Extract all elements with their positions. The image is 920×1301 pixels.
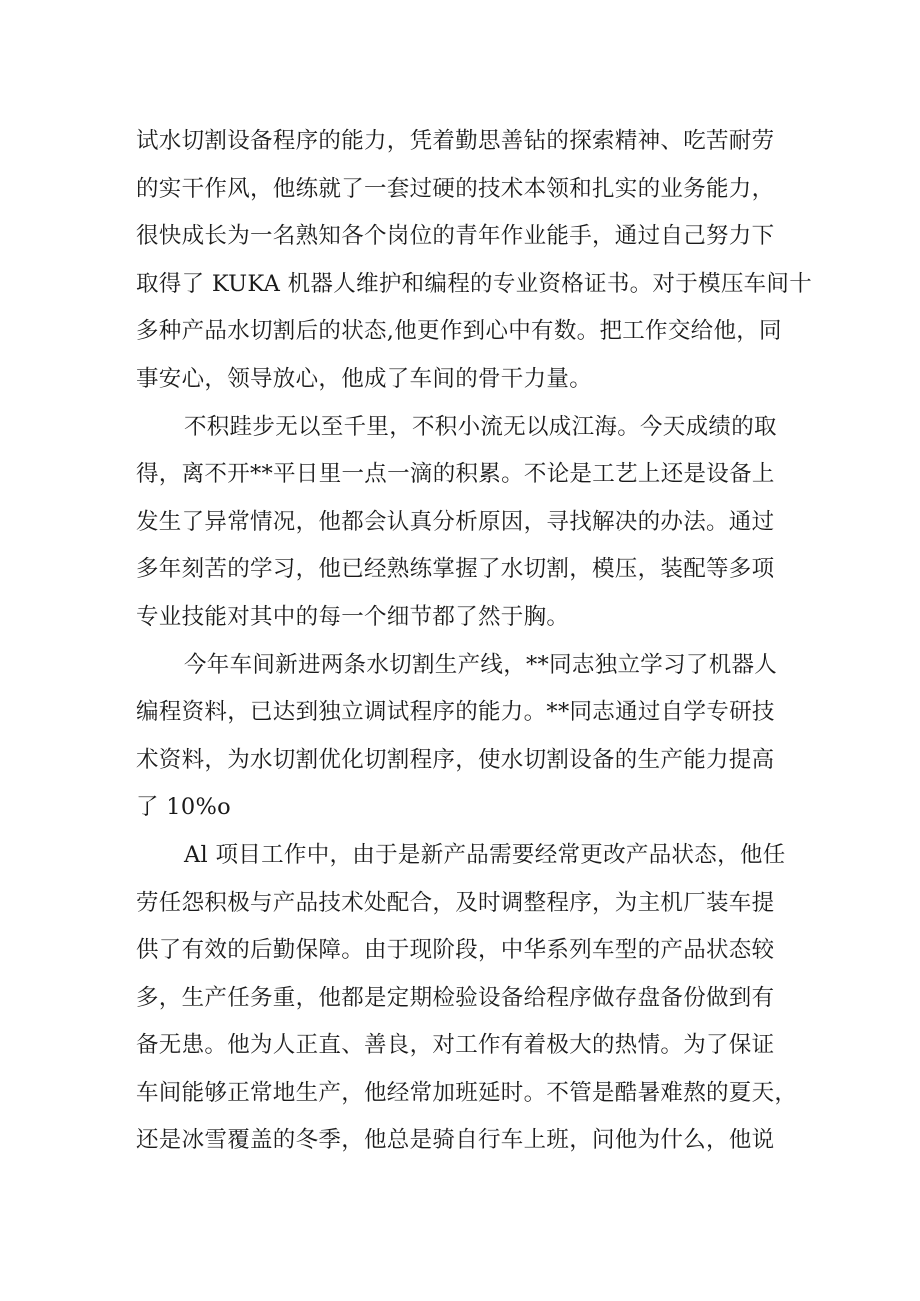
text-line: 车间能够正常地生产，他经常加班延时。不管是酷暑难熬的夏天，	[136, 1079, 798, 1106]
text-line: 很快成长为一名熟知各个岗位的青年作业能手，通过自己努力下	[136, 223, 775, 250]
text-line: 得，离不开**平日里一点一滴的积累。不论是工艺上还是设备上	[136, 461, 775, 488]
text-line: 事安心，领导放心，他成了车间的骨干力量。	[136, 365, 593, 392]
text-line: Al 项目工作中，由于是新产品需要经常更改产品状态，他任	[184, 841, 786, 868]
text-line: 取得了 KUKA 机器人维护和编程的专业资格证书。对于模压车间十	[136, 270, 813, 297]
text-line: 了 10%o	[136, 794, 232, 821]
text-line: 供了有效的后勤保障。由于现阶段，中华系列车型的产品状态较	[136, 937, 775, 964]
paragraph-4	[136, 832, 796, 1165]
text-line: 劳任怨积极与产品技术处配合，及时调整程序，为主机厂装车提	[136, 889, 775, 916]
text-line: 试水切割设备程序的能力，凭着勤思善钻的探索精神、吃苦耐劳	[136, 128, 775, 154]
text-line: 的实干作风，他练就了一套过硬的技术本领和扎实的业务能力，	[136, 175, 775, 202]
text-line: 多年刻苦的学习，他已经熟练掌握了水切割，模压，装配等多项	[136, 556, 775, 583]
text-line: 备无患。他为人正直、善良，对工作有着极大的热情。为了保证	[136, 1032, 775, 1059]
paragraph-1	[136, 118, 813, 404]
text-line: 多，生产任务重，他都是定期检验设备给程序做存盘备份做到有	[136, 984, 775, 1011]
text-line: 今年车间新进两条水切割生产线，**同志独立学习了机器人	[184, 651, 778, 678]
paragraph-2	[136, 404, 796, 642]
text-line: 多种产品水切割后的状态,他更作到心中有数。把工作交给他，同	[136, 318, 782, 345]
text-line: 不积跬步无以至千里，不积小流无以成江海。今天成绩的取	[184, 413, 777, 440]
text-line: 编程资料，已达到独立调试程序的能力。**同志通过自学专研技	[136, 699, 775, 726]
text-line: 还是冰雪覆盖的冬季，他总是骑自行车上班，问他为什么，他说	[136, 1127, 775, 1154]
text-line: 发生了异常情况，他都会认真分析原因，寻找解决的办法。通过	[136, 508, 775, 535]
document-body	[136, 118, 813, 1165]
paragraph-3	[136, 642, 796, 832]
text-line: 专业技能对其中的每一个细节都了然于胸。	[136, 603, 570, 630]
text-line: 术资料，为水切割优化切割程序，使水切割设备的生产能力提高	[136, 746, 775, 773]
